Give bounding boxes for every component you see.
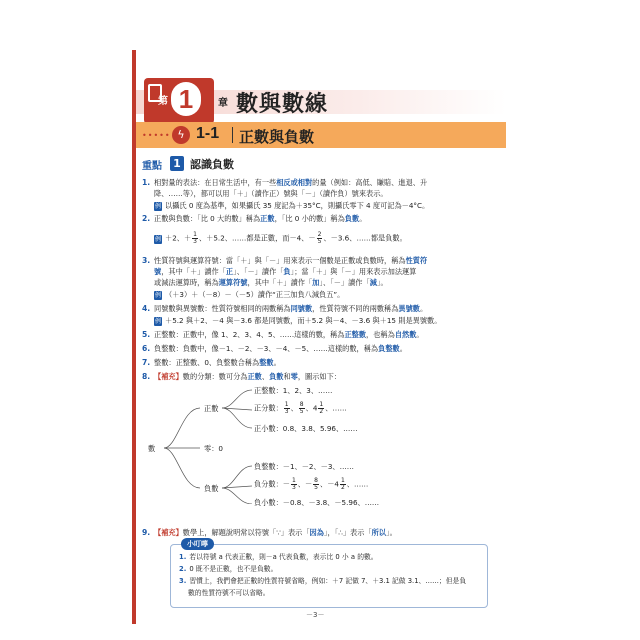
item-7-line: 整數：正整數、0、負整數合稱為整數。: [154, 358, 281, 367]
reminder-item: 3. 習慣上，我們會把正數的性質符號省略，例如：＋7 記做 7、＋3.1 記做 3.1、……；但是負: [179, 577, 467, 585]
tree-neg-frac: 負分數：－ $\frac{1}{3}$ 、－ $\frac{8}{5}$ 、－4 $\frac{1}{2}$ 、……: [254, 477, 369, 491]
keypoint-label: 重點: [142, 161, 162, 172]
chapter-title: 數與數線: [236, 92, 329, 117]
chapter-suffix: 章: [218, 98, 228, 109]
item-1-example: 例 以攝氏 0 度為基準，如果攝氏 35 度記為＋35°C，則攝氏零下 4 度可記為－4°C。: [155, 201, 430, 210]
item-3-line-1: 性質符號與運算符號：當「＋」與「－」用來表示一個數是正數或負數時，稱為性質符: [154, 256, 428, 265]
tree-pos-int: 正整數：1、2、3、……: [254, 386, 333, 395]
supplement-tag: 【補充】: [154, 372, 183, 381]
item-number: 5.: [142, 330, 151, 339]
tree-positive: 正數: [204, 404, 219, 413]
item-6-line: 負整數：負數中，像－1、－2、－3、－4、－5、……這樣的數，稱為負整數。: [154, 344, 407, 353]
item-2-example: 例 ＋2、＋ $\frac{1}{3}$ 、＋5.2、……都是正數，而－4、－ $\frac{2}{5}$ 、－3.6、……都是負數。: [155, 231, 407, 245]
tree-zero: 零：0: [204, 444, 223, 453]
section-bar: [136, 122, 506, 148]
example-tag: 例: [155, 235, 162, 243]
number-classification-tree: [142, 384, 502, 506]
keypoint-number: 1: [170, 156, 184, 171]
keypoint-title: 認識負數: [190, 158, 234, 171]
item-4-example: 例 ＋5.2 與＋2、－4 與－3.6 都是同號數，而＋5.2 與－4、－3.6 與＋15 則是異號數。: [155, 316, 442, 325]
chapter-number: 1: [171, 82, 201, 116]
section-title: 正數與負數: [239, 128, 315, 146]
item-number: 3.: [142, 256, 151, 265]
supplement-tag: 【補充】: [154, 528, 183, 537]
lightning-icon: ϟ: [172, 126, 190, 144]
item-9-line: 【補充】數學上，解題說明常以符號「∵」表示「因為」，「∴」表示「所以」。: [154, 528, 397, 537]
chapter-badge: [144, 78, 214, 124]
item-1-line-1: 相對量的表法：在日常生活中，有一些相反或相對的量（例如：高低、賺賠、進退、升: [154, 178, 428, 187]
example-tag: 例: [155, 203, 162, 210]
tree-negative: 負數: [204, 484, 219, 493]
reminder-box: [170, 540, 488, 608]
example-tag: 例: [155, 318, 162, 325]
item-number: 8.: [142, 372, 151, 381]
item-4-line: 同號數與異號數：性質符號相同的兩數稱為同號數，性質符號不同的兩數稱為異號數。: [154, 304, 428, 313]
item-3-line-2: 號，其中「＋」讀作「正」、「－」讀作「負」；當「＋」與「－」用來表示加法運算: [154, 267, 417, 276]
page-number: －3－: [306, 611, 325, 619]
item-8-line: 【補充】數的分類：數可分為正數、負數和零，圖示如下：: [154, 372, 341, 381]
tree-neg-int: 負整數：－1、－2、－3、……: [254, 462, 354, 471]
item-3-example: 例 （＋3）＋（－8）－（－5）讀作“正三加負八減負五”。: [155, 290, 345, 299]
item-2-line: 正數與負數：「比 0 大的數」稱為正數，「比 0 小的數」稱為負數。: [154, 214, 367, 223]
reminder-label: 小叮嚀: [181, 538, 214, 550]
item-number: 6.: [142, 344, 151, 353]
chapter-prefix: 第: [158, 96, 168, 107]
item-5-line: 正整數：正數中，像 1、2、3、4、5、……這樣的數，稱為正整數，也稱為自然數。: [154, 330, 424, 339]
section-number: 1-1: [196, 125, 220, 142]
item-number: 9.: [142, 528, 151, 537]
reminder-item: 1. 若以符號 a 代表正數，則－a 代表負數，表示比 0 小 a 的數。: [179, 553, 378, 561]
tree-neg-dec: 負小數：－0.8、－3.8、－5.96、……: [254, 498, 380, 507]
item-number: 4.: [142, 304, 151, 313]
item-3-line-3: 或減法運算時，稱為運算符號，其中「＋」讀作「加」、「－」讀作「減」。: [154, 278, 388, 287]
item-number: 7.: [142, 358, 151, 367]
tree-pos-dec: 正小數：0.8、3.8、5.96、……: [254, 424, 358, 433]
textbook-page: [136, 50, 506, 624]
reminder-item-continued: 數的性質符號不可以省略。: [188, 589, 270, 597]
reminder-item: 2. 0 既不是正數，也不是負數。: [179, 565, 278, 573]
item-number: 1.: [142, 178, 151, 187]
tree-pos-frac: 正分數： $\frac{1}{3}$ 、 $\frac{8}{5}$ 、4 $\frac{1}{2}$ 、……: [254, 401, 347, 415]
section-divider: [232, 127, 233, 143]
example-tag: 例: [155, 292, 162, 299]
tree-root: 數: [148, 444, 156, 453]
item-1-line-2: 降、……等），都可以用「＋」（讀作正）號與「－」（讀作負）號來表示。: [154, 189, 388, 198]
item-number: 2.: [142, 214, 151, 223]
section-dots: •••••: [142, 131, 171, 140]
